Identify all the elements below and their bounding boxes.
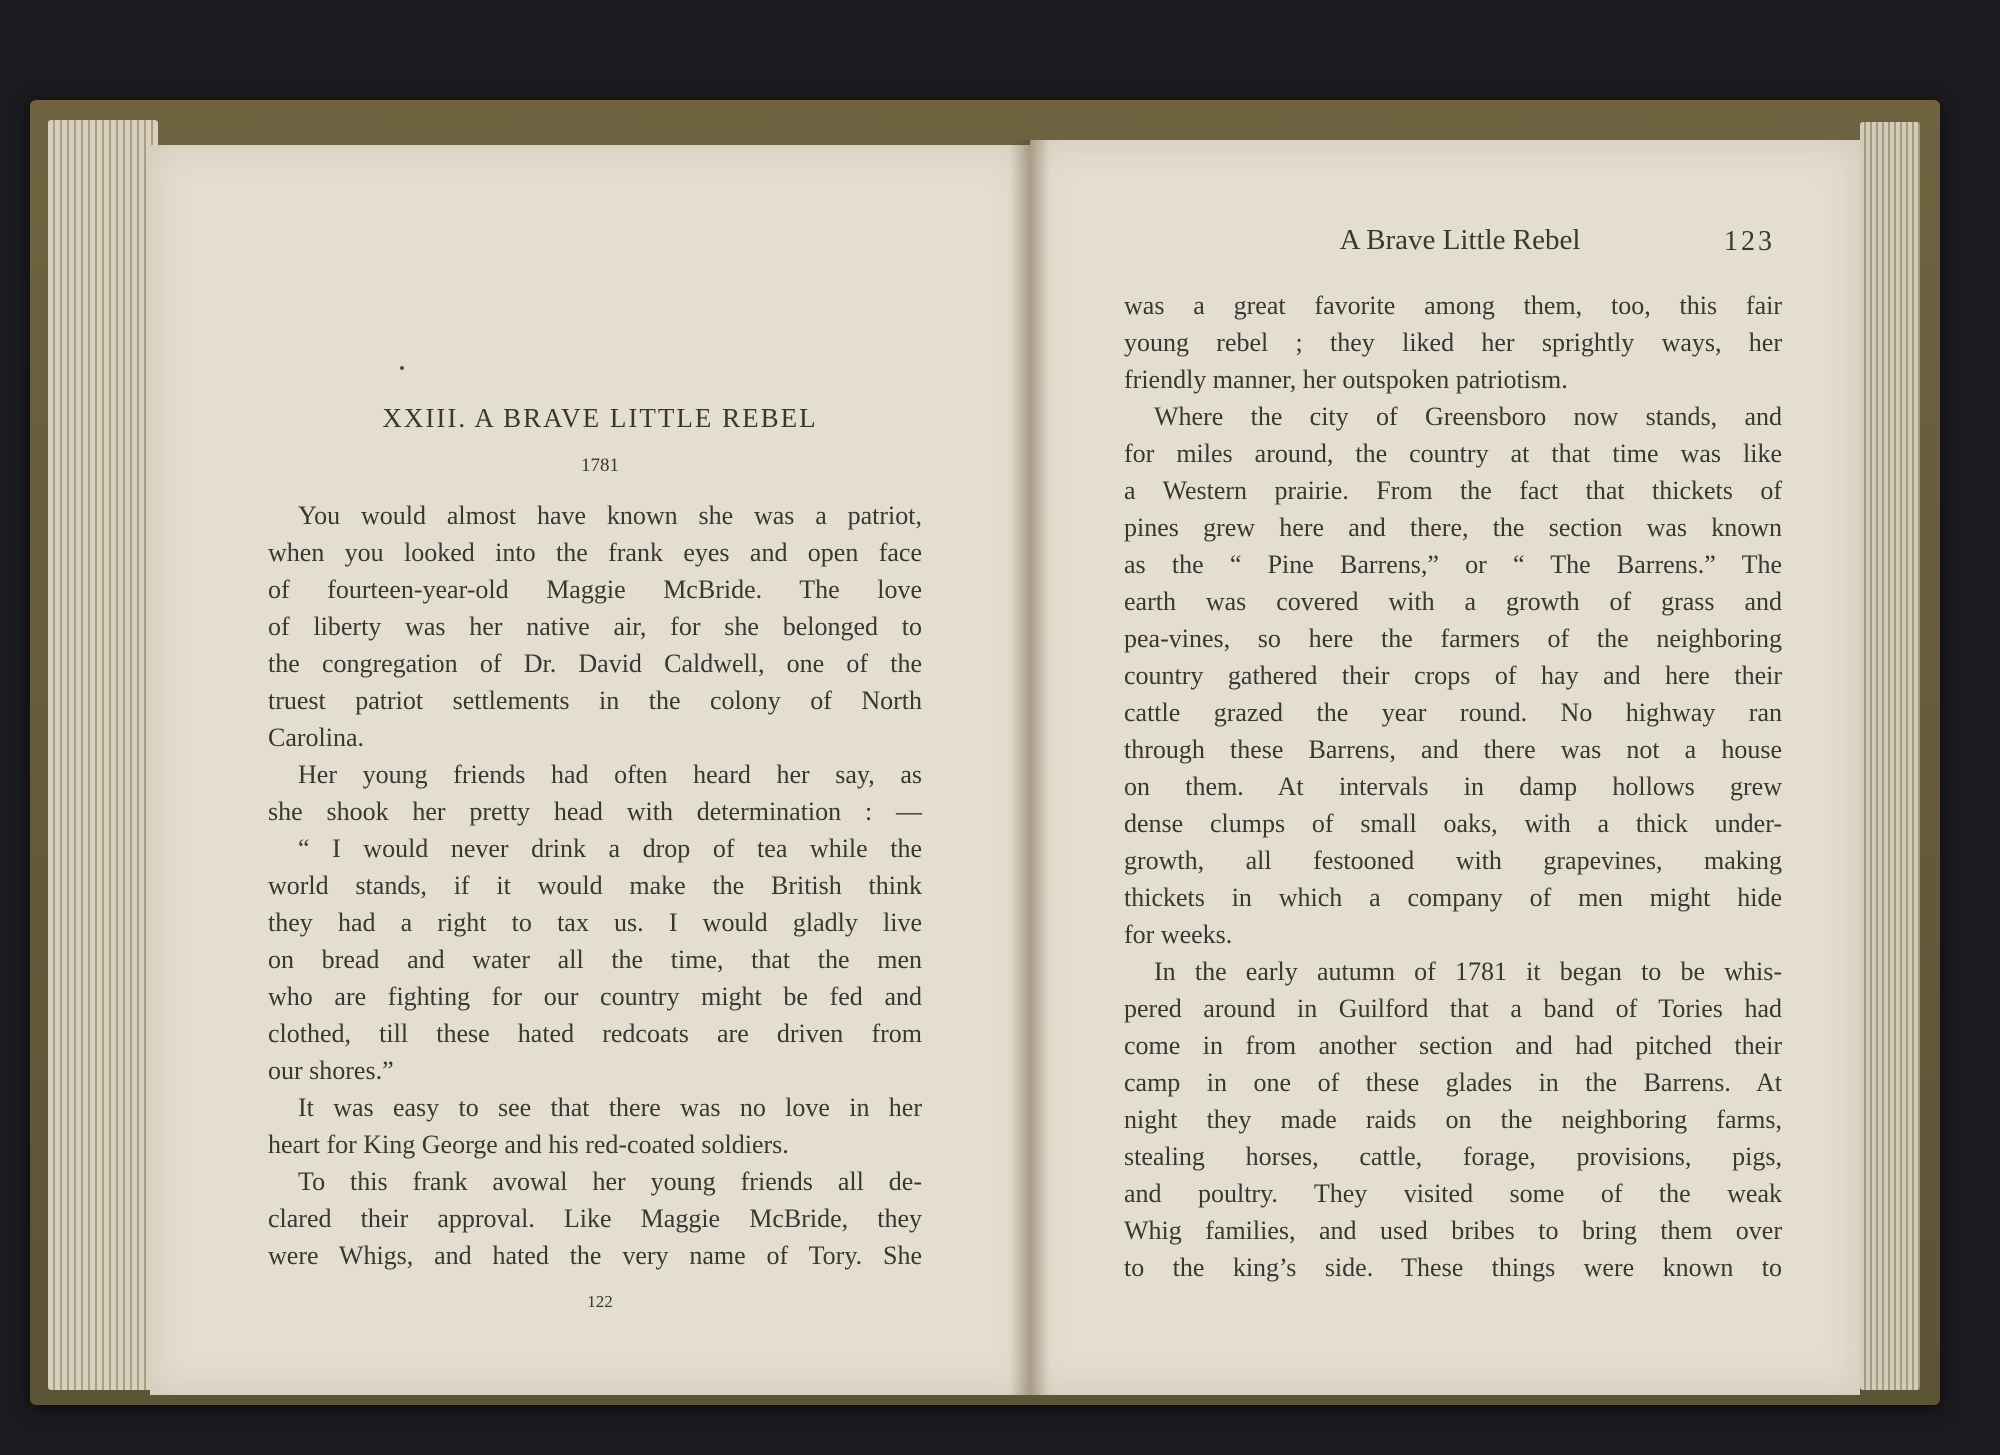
text-line: the congregation of Dr. David Caldwell, one of the bbox=[268, 649, 922, 678]
text-line: In the early autumn of 1781 it began to be whis- bbox=[1154, 957, 1782, 986]
text-line: of liberty was her native air, for she belonged to bbox=[268, 612, 922, 641]
text-line: our shores.” bbox=[268, 1056, 394, 1085]
text-line: a Western prairie. From the fact that thickets of bbox=[1124, 476, 1782, 505]
text-line: You would almost have known she was a patriot, bbox=[298, 501, 922, 530]
text-line: young rebel ; they liked her sprightly ways, her bbox=[1124, 328, 1782, 357]
text-line: she shook her pretty head with determination : — bbox=[268, 797, 922, 826]
book-gutter bbox=[1010, 140, 1050, 1395]
chapter-year: 1781 bbox=[581, 455, 619, 476]
text-line: friendly manner, her outspoken patriotism. bbox=[1124, 365, 1568, 394]
chapter-title: XXIII. A BRAVE LITTLE REBEL bbox=[382, 403, 818, 433]
text-line: Carolina. bbox=[268, 723, 365, 752]
text-line: on them. At intervals in damp hollows grew bbox=[1124, 772, 1782, 801]
text-line: truest patriot settlements in the colony of North bbox=[268, 686, 922, 715]
text-line: clared their approval. Like Maggie McBride, they bbox=[268, 1204, 922, 1233]
text-line: To this frank avowal her young friends all de- bbox=[298, 1167, 922, 1196]
text-line: for weeks. bbox=[1124, 920, 1233, 949]
text-line: camp in one of these glades in the Barrens. At bbox=[1124, 1068, 1782, 1097]
running-head: A Brave Little Rebel bbox=[1339, 224, 1581, 256]
text-line: on bread and water all the time, that the men bbox=[268, 945, 922, 974]
text-line: stealing horses, cattle, forage, provisions, pigs, bbox=[1124, 1142, 1782, 1171]
text-line: pines grew here and there, the section was known bbox=[1124, 513, 1782, 542]
text-line: cattle grazed the year round. No highway ran bbox=[1124, 698, 1782, 727]
text-line: earth was covered with a growth of grass and bbox=[1124, 587, 1782, 616]
text-line: thickets in which a company of men might hide bbox=[1124, 883, 1782, 912]
text-line: and poultry. They visited some of the weak bbox=[1124, 1179, 1782, 1208]
text-line: Her young friends had often heard her say, as bbox=[298, 760, 922, 789]
text-line: through these Barrens, and there was not a house bbox=[1124, 735, 1782, 764]
text-line: Where the city of Greensboro now stands, and bbox=[1154, 402, 1782, 431]
text-line: pea-vines, so here the farmers of the neighboring bbox=[1124, 624, 1782, 653]
text-line: who are fighting for our country might be fed and bbox=[268, 982, 922, 1011]
right-page-body bbox=[1124, 287, 1782, 1286]
text-line: as the “ Pine Barrens,” or “ The Barrens.” The bbox=[1124, 550, 1782, 579]
text-line: of fourteen-year-old Maggie McBride. The love bbox=[268, 575, 922, 604]
text-line: were Whigs, and hated the very name of Tory. She bbox=[268, 1241, 922, 1270]
text-line: was a great favorite among them, too, this fair bbox=[1124, 291, 1782, 320]
right-page-edges bbox=[1860, 122, 1920, 1390]
text-line: to the king’s side. These things were known to bbox=[1124, 1253, 1782, 1282]
text-line: for miles around, the country at that time was like bbox=[1124, 439, 1782, 468]
left-page-body bbox=[268, 497, 922, 1274]
text-line: growth, all festooned with grapevines, making bbox=[1124, 846, 1782, 875]
text-line: Whig families, and used bribes to bring them over bbox=[1124, 1216, 1782, 1245]
text-line: world stands, if it would make the British think bbox=[268, 871, 922, 900]
right-page-number: 123 bbox=[1724, 226, 1775, 257]
text-line: clothed, till these hated redcoats are driven from bbox=[268, 1019, 922, 1048]
text-line: when you looked into the frank eyes and open face bbox=[268, 538, 922, 567]
left-page-number: 122 bbox=[587, 1292, 613, 1311]
text-line: country gathered their crops of hay and here their bbox=[1124, 661, 1782, 690]
text-line: “ I would never drink a drop of tea while the bbox=[298, 834, 922, 863]
left-page-edges bbox=[48, 120, 158, 1390]
text-line: pered around in Guilford that a band of Tories had bbox=[1124, 994, 1782, 1023]
text-line: It was easy to see that there was no love in her bbox=[298, 1093, 922, 1122]
page-speck bbox=[400, 366, 404, 370]
text-line: come in from another section and had pitched their bbox=[1124, 1031, 1782, 1060]
text-line: night they made raids on the neighboring farms, bbox=[1124, 1105, 1782, 1134]
text-line: dense clumps of small oaks, with a thick under- bbox=[1124, 809, 1782, 838]
text-line: heart for King George and his red-coated soldiers. bbox=[268, 1130, 789, 1159]
text-line: they had a right to tax us. I would gladly live bbox=[268, 908, 922, 937]
